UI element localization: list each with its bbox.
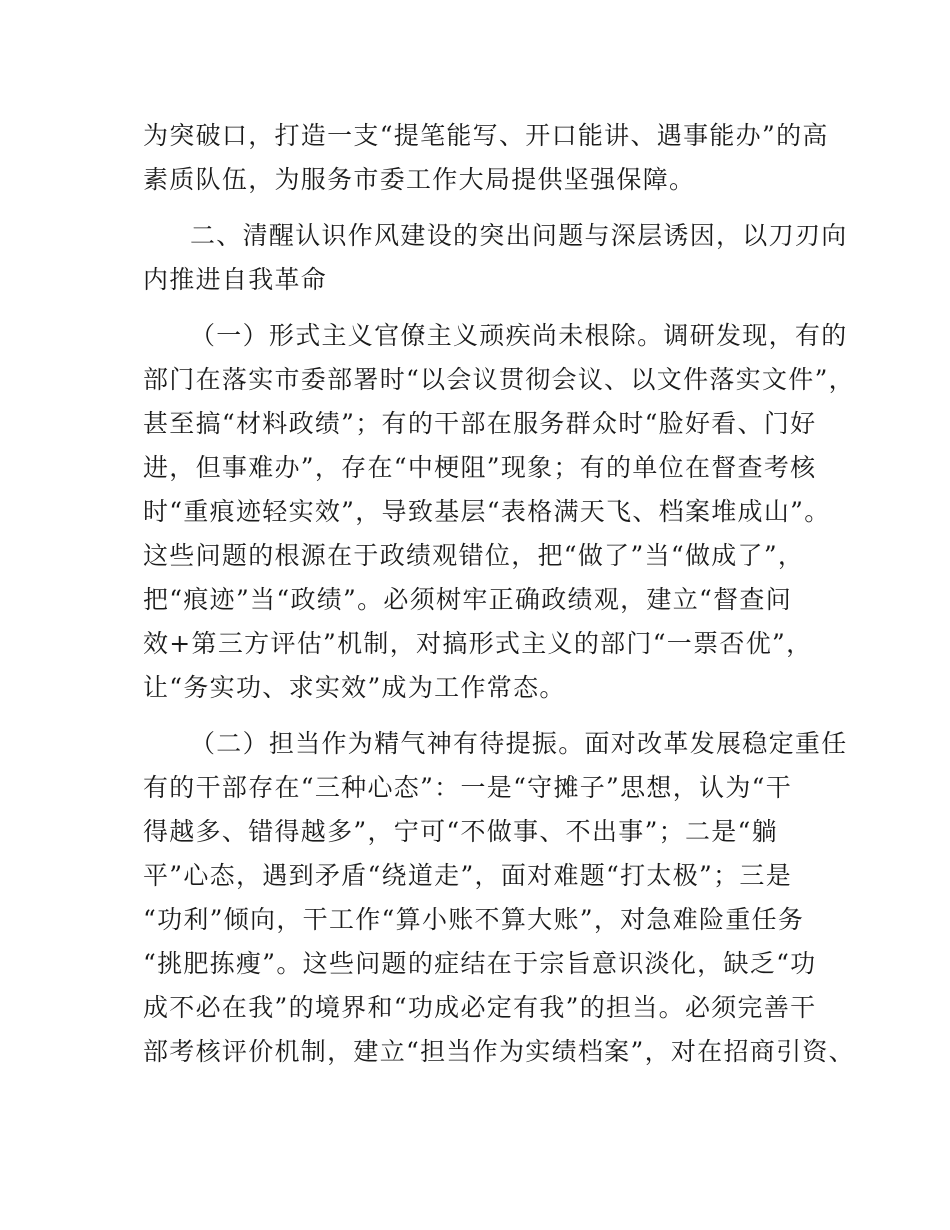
text-line: “功利”倾向，干工作“算小账不算大账”，对急难险重任务 xyxy=(143,905,805,934)
text-line: 成不必在我”的境界和“功成必定有我”的担当。必须完善干 xyxy=(143,993,817,1022)
text-line: 有的干部存在“三种心态”：一是“守摊子”思想，认为“干 xyxy=(143,773,793,802)
text-line: 效+第三方评估”机制，对搞形式主义的部门“一票否优”， xyxy=(143,629,813,658)
section-heading: 内推进自我革命 xyxy=(143,265,328,294)
text-line: （二）担当作为精气神有待提振。面对改革发展稳定重任 xyxy=(190,729,848,758)
text-line: 甚至搞“材料政绩”；有的干部在服务群众时“脸好看、门好 xyxy=(143,409,817,438)
text-line: 素质队伍，为服务市委工作大局提供坚强保障。 xyxy=(143,165,696,194)
text-line: 让“务实功、求实效”成为工作常态。 xyxy=(143,673,566,702)
text-line: 部门在落实市委部署时“以会议贯彻会议、以文件落实文件”， xyxy=(143,365,855,394)
section-heading: 二、清醒认识作风建设的突出问题与深层诱因，以刀刃向 xyxy=(190,221,848,250)
text-line: 平”心态，遇到矛盾“绕道走”，面对难题“打太极”；三是 xyxy=(143,861,793,890)
text-line: 进，但事难办”，存在“中梗阻”现象；有的单位在督查考核 xyxy=(143,453,817,482)
text-line: 部考核评价机制，建立“担当作为实绩档案”，对在招商引资、 xyxy=(143,1037,855,1066)
text-line: 为突破口，打造一支“提笔能写、开口能讲、遇事能办”的高 xyxy=(143,121,829,150)
text-line: 得越多、错得越多”，宁可“不做事、不出事”；二是“躺 xyxy=(143,817,778,846)
text-line: （一）形式主义官僚主义顽疾尚未根除。调研发现，有的 xyxy=(190,321,848,350)
text-line: 时“重痕迹轻实效”，导致基层“表格满天飞、档案堆成山”。 xyxy=(143,497,831,526)
text-line: 这些问题的根源在于政绩观错位，把“做了”当“做成了”， xyxy=(143,541,805,570)
text-line: “挑肥拣瘦”。这些问题的症结在于宗旨意识淡化，缺乏“功 xyxy=(143,949,817,978)
text-line: 把“痕迹”当“政绩”。必须树牢正确政绩观，建立“督查问 xyxy=(143,585,793,614)
